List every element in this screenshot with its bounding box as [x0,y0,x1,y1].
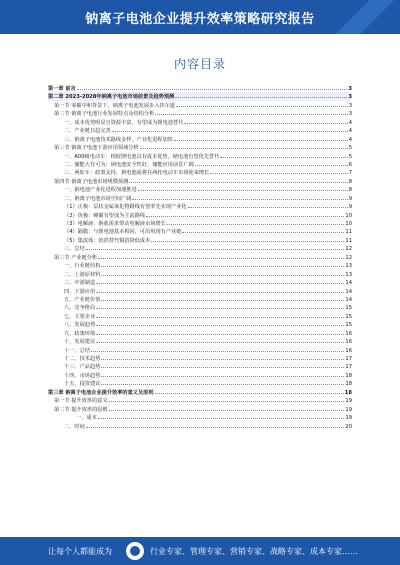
toc-entry-title: 一、钠电池产业化进程加速推进 [64,187,137,194]
toc-entry-title: 第二节 钠离子电池行业发展特点及结构分析 [54,111,155,118]
toc-entry[interactable] [48,371,352,379]
toc-entry[interactable] [48,346,352,354]
toc-entry-title: 二、时间 [64,423,85,430]
toc-entry-title: 二、钠离子电池市场空间广阔 [64,195,132,202]
report-header [0,0,400,34]
toc-entry-title: 三、两轮车：政策支持，钠电池或将在两轮电动车市场迎来增长 [64,170,210,177]
toc-entry-title: 八、发展趋势 [64,322,96,329]
toc-entry-title: 第二章 2023-2028年钠离子电池市场前景及趋势预测 [48,94,175,101]
toc-leader-dots [98,253,344,259]
toc-leader-dots [140,143,348,149]
toc-entry[interactable] [48,287,352,295]
toc-leader-dots [96,303,344,309]
toc-page-number: 18 [345,372,352,379]
toc-leader-dots [101,261,344,267]
toc-page-number: 8 [348,187,352,194]
toc-page-number: 9 [348,204,352,211]
toc-page-number: 17 [345,364,352,371]
toc-entry[interactable] [48,135,352,143]
toc-page-number: 17 [345,356,352,362]
toc-entry-title: 十一、总结 [64,347,90,354]
toc-leader-dots [176,101,348,107]
toc-entry[interactable] [48,354,352,362]
toc-entry-title: 一、A00级电动车：相较锂电池具有成本优势，钠电池有望优先替代 [64,153,220,160]
toc-entry-title: 三、总结 [64,246,85,253]
toc-page-number: 3 [348,102,352,109]
toc-leader-dots [146,211,344,217]
toc-page-number: 8 [348,178,352,185]
toc-leader-dots [184,118,347,124]
toc-leader-dots [188,202,348,208]
toc-leader-dots [182,227,344,233]
toc-page-number: 19 [345,406,352,413]
toc-entry[interactable] [48,320,352,328]
toc-entry-title: 十四、市场趋势 [64,372,101,379]
toc-entry[interactable] [48,92,352,100]
toc-entry[interactable] [48,177,352,185]
toc-leader-dots [86,244,345,250]
toc-entry[interactable] [48,253,352,261]
toc-entry-title: 十五、投资建议 [64,381,101,388]
toc-entry[interactable] [48,109,352,117]
toc-leader-dots [101,362,344,368]
toc-leader-dots [175,92,347,98]
toc-leader-dots [109,405,345,411]
toc-leader-dots [101,270,344,276]
toc-entry-title: 第一节 提升效率的意义 [54,398,108,405]
toc-entry[interactable] [48,405,352,413]
toc-page-number: 18 [344,389,352,396]
toc-entry-title: 二、储能大有可为：钠电池安全性好，储能应用前景广阔 [64,161,194,168]
toc-entry[interactable] [48,278,352,286]
toc-entry[interactable] [48,329,352,337]
toc-leader-dots [101,379,344,385]
toc-entry-title: 第三章 钠离子电池企业提升效率的意义及原则 [48,389,154,396]
toc-leader-dots [129,177,347,183]
toc-page-number: 16 [345,347,352,354]
toc-leader-dots [155,388,344,394]
toc-entry-title: 一、成本优势明显且资源丰富，有望成为锂电池替代 [64,119,184,126]
toc-page-number: 14 [345,280,352,287]
toc-page-number: 11 [345,237,352,244]
toc-entry[interactable] [48,396,352,404]
toc-page-number: 4 [348,119,352,126]
toc-entry-title: （1）正极：层状金属氧化物路线有望率先实现产业化 [64,204,187,211]
toc-leader-dots [101,371,344,377]
toc-entry[interactable] [48,227,352,235]
toc-entry-title: 三、中游制造 [64,280,96,287]
toc-page-number: 6 [348,161,352,168]
toc-page-number: 15 [345,313,352,320]
toc-leader-dots [96,329,344,335]
toc-entry-title: （3）电解液：钠盐需求带动电解液市场增长 [64,221,166,227]
toc-entry[interactable] [48,211,352,219]
toc-entry[interactable] [48,168,352,176]
toc-entry-title: （4）隔膜：与锂电池基本相同，可沿用现有产业链 [64,229,182,236]
toc-entry[interactable] [48,337,352,345]
toc-page-number: 18 [345,381,352,388]
toc-page-number: 4 [348,136,352,143]
toc-entry[interactable] [48,219,352,227]
toc-leader-dots [96,337,344,343]
toc-entry-title: 三、钠离子电池技术路线多样，产业化进程加快 [64,136,173,143]
toc-leader-dots [77,84,348,90]
footer-slogan: 让每个人都能成为 [48,547,112,556]
toc-page-number: 16 [345,339,352,346]
toc-entry-title: 六、竞争格局 [64,305,96,312]
toc-entry-title: 十二、技术趋势 [64,356,101,362]
toc-entry-title: 第三节 钠离子电池下游应用领域分析 [54,145,139,152]
toc-page-number: 9 [348,195,352,202]
toc-leader-dots [155,109,347,115]
toc-leader-dots [96,287,344,293]
toc-page-number: 3 [348,86,352,92]
toc-leader-dots [96,278,344,284]
toc-entry-title: 五、产业链价值 [64,296,101,303]
toc-entry[interactable] [48,270,352,278]
toc-page-number: 4 [348,128,352,135]
table-of-contents [48,84,352,430]
toc-page-number: 13 [345,263,352,270]
toc-leader-dots [91,346,344,352]
toc-leader-dots [167,219,345,225]
toc-entry-title: 二、产业链日趋完善 [64,128,111,135]
toc-entry[interactable] [48,295,352,303]
toc-entry[interactable] [48,244,352,252]
toc-entry[interactable] [48,152,352,160]
toc-leader-dots [132,194,347,200]
toc-entry-title: 第一节 零碳中和背景下，钠离子电池发展步入快车道 [54,102,175,109]
toc-entry[interactable] [48,388,352,396]
footer-roles: 行业专家、管理专家、营销专家、战略专家、成本专家…… [150,547,358,556]
report-title: 钠离子电池企业提升效率策略研究报告 [85,12,315,27]
toc-page-number: 3 [348,111,352,118]
toc-entry-title: 第一章 前言 [48,86,76,92]
toc-page-number: 14 [345,296,352,303]
logo-icon [126,542,144,560]
toc-entry-title: 十三、产品趋势 [64,364,101,371]
toc-page-number: 10 [345,212,352,219]
toc-leader-dots [195,160,348,166]
toc-leader-dots [112,126,348,132]
toc-leader-dots [101,295,344,301]
toc-entry-title: 十、发展建议 [64,339,96,346]
toc-page-number: 5 [348,153,352,160]
toc-entry-title: 四、下游应用 [64,288,96,295]
toc-page-number: 7 [348,170,352,177]
toc-entry[interactable] [48,312,352,320]
toc-leader-dots [151,236,344,242]
toc-entry[interactable] [48,160,352,168]
toc-entry[interactable] [48,118,352,126]
toc-title: 内容目录 [173,57,226,71]
toc-entry-title: （5）集流体：铝箔替代铜箔降低成本 [64,237,151,244]
toc-page-number: 20 [345,423,352,430]
toc-page-number: 12 [345,246,352,253]
toc-entry[interactable] [48,422,352,430]
toc-leader-dots [96,320,344,326]
toc-leader-dots [101,354,344,360]
toc-entry[interactable] [48,413,352,421]
toc-entry[interactable] [48,84,352,92]
toc-entry-title: 第四节 钠离子电池市场规模预测 [54,178,129,185]
toc-leader-dots [174,135,348,141]
toc-page-number: 5 [348,145,352,152]
toc-entry-title: 第三节 产业链分析 [54,254,98,261]
toc-page-number: 13 [345,271,352,278]
toc-entry[interactable] [48,202,352,210]
toc-entry[interactable] [48,101,352,109]
toc-page-number: 19 [345,398,352,405]
toc-page-number: 16 [345,330,352,337]
toc-entry[interactable] [48,143,352,151]
toc-entry[interactable] [48,126,352,134]
toc-leader-dots [98,413,345,419]
toc-page-number: 19 [345,415,352,422]
footer-banner [0,537,400,565]
toc-entry-title: 一、行业链结构 [64,263,101,270]
toc-leader-dots [220,152,347,158]
toc-entry[interactable] [48,261,352,269]
toc-page-number: 15 [345,322,352,329]
toc-entry[interactable] [48,185,352,193]
toc-page-number: 12 [345,254,352,261]
toc-page-number: 3 [348,94,352,101]
toc-leader-dots [138,185,348,191]
toc-entry[interactable] [48,236,352,244]
toc-page-number: 11 [345,229,352,236]
toc-page-number: 10 [345,221,352,227]
toc-entry[interactable] [48,194,352,202]
toc-entry[interactable] [48,379,352,387]
toc-entry-title: 七、主要企业 [64,313,96,320]
toc-entry-title: （2）负极：硬碳有望成为主流路线 [64,212,146,219]
toc-entry-title: 二、上游原材料 [64,271,101,278]
toc-entry-title: 第二节 提升效率的原则 [54,406,108,413]
toc-entry[interactable] [48,362,352,370]
toc-leader-dots [96,312,344,318]
toc-entry[interactable] [48,303,352,311]
toc-entry-title: 九、政策环境 [64,330,96,337]
toc-page-number: 15 [345,305,352,312]
toc-leader-dots [86,422,345,428]
toc-leader-dots [210,168,347,174]
toc-page-number: 14 [345,288,352,295]
toc-leader-dots [109,396,345,402]
toc-entry-title: 一、成本 [76,415,97,422]
